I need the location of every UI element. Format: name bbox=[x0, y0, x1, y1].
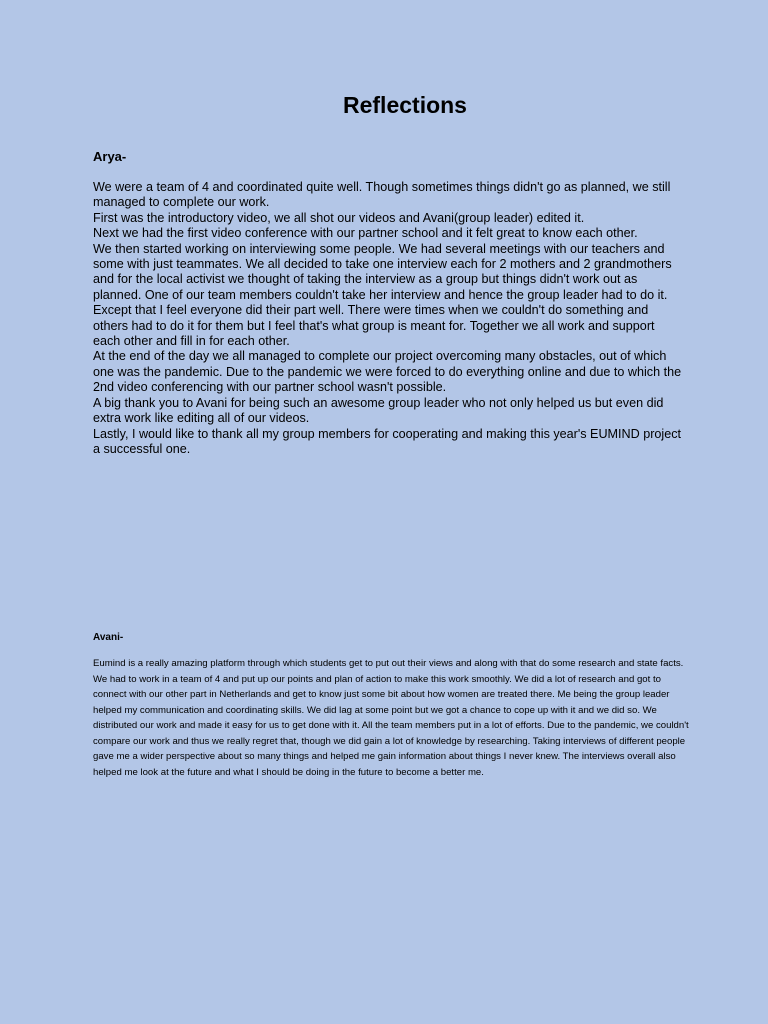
paragraph: First was the introductory video, we all shot our videos and Avani(group leader) edited it. bbox=[93, 210, 585, 225]
paragraph: At the end of the day we all managed to complete our project overcoming many obstacles, out of which one was the pandemic. Due to the pandemic we were forced to do everything online and due to which the 2nd video conferencing with our partner school wasn't possible. bbox=[93, 349, 682, 395]
paragraph: We were a team of 4 and coordinated quite well. Though sometimes things didn't go as planned, we still managed to complete our work. bbox=[93, 180, 671, 210]
section-heading-arya: Arya- bbox=[93, 149, 127, 164]
section-body-arya bbox=[93, 180, 685, 457]
section-body-avani: Eumind is a really amazing platform through which students get to put out their views and along with that do some research and state facts. We had to work in a team of 4 and put up our points and plan of action to make this work smoothly. We did a lot of research and got to connect with our other part in Netherlands and get to know just some bit about how women are treated there. Me being the group leader helped my communication and coordinating skills. We did lag at some point but we got a chance to cope up with it and we did so. We distributed our work and made it easy for us to get done with it. All the team members put in a lot of efforts. Due to the pandemic, we couldn't compare our work and thus we really regret that, though we did gain a lot of knowledge by researching. Taking interviews of different people gave me a wider perspective about so many things and helped me gain information about things I never knew. The interviews overall also helped me look at the future and what I should be doing in the future to become a better me. bbox=[93, 658, 689, 778]
paragraph: We then started working on interviewing some people. We had several meetings with our teachers and some with just teammates. We all decided to take one interview each for 2 mothers and 2 grandmothers and for the local activist we thought of taking the interview as a group but things didn't work out as planned. One of our team members couldn't take her interview and hence the group leader had to do it. Except that I feel everyone did their part well. There were times when we couldn't do something and others had to do it for them but I feel that's what group is meant for. Together we all work and support each other and fill in for each other. bbox=[93, 241, 672, 349]
paragraph: Lastly, I would like to thank all my group members for cooperating and making this year's EUMIND project a successful one. bbox=[93, 426, 682, 456]
paragraph: A big thank you to Avani for being such an awesome group leader who not only helped us but even did extra work like editing all of our videos. bbox=[93, 395, 664, 426]
section-heading-avani: Avani- bbox=[93, 632, 124, 643]
page-title: Reflections bbox=[343, 92, 467, 118]
paragraph: Next we had the first video conference with our partner school and it felt great to know each other. bbox=[93, 226, 638, 241]
